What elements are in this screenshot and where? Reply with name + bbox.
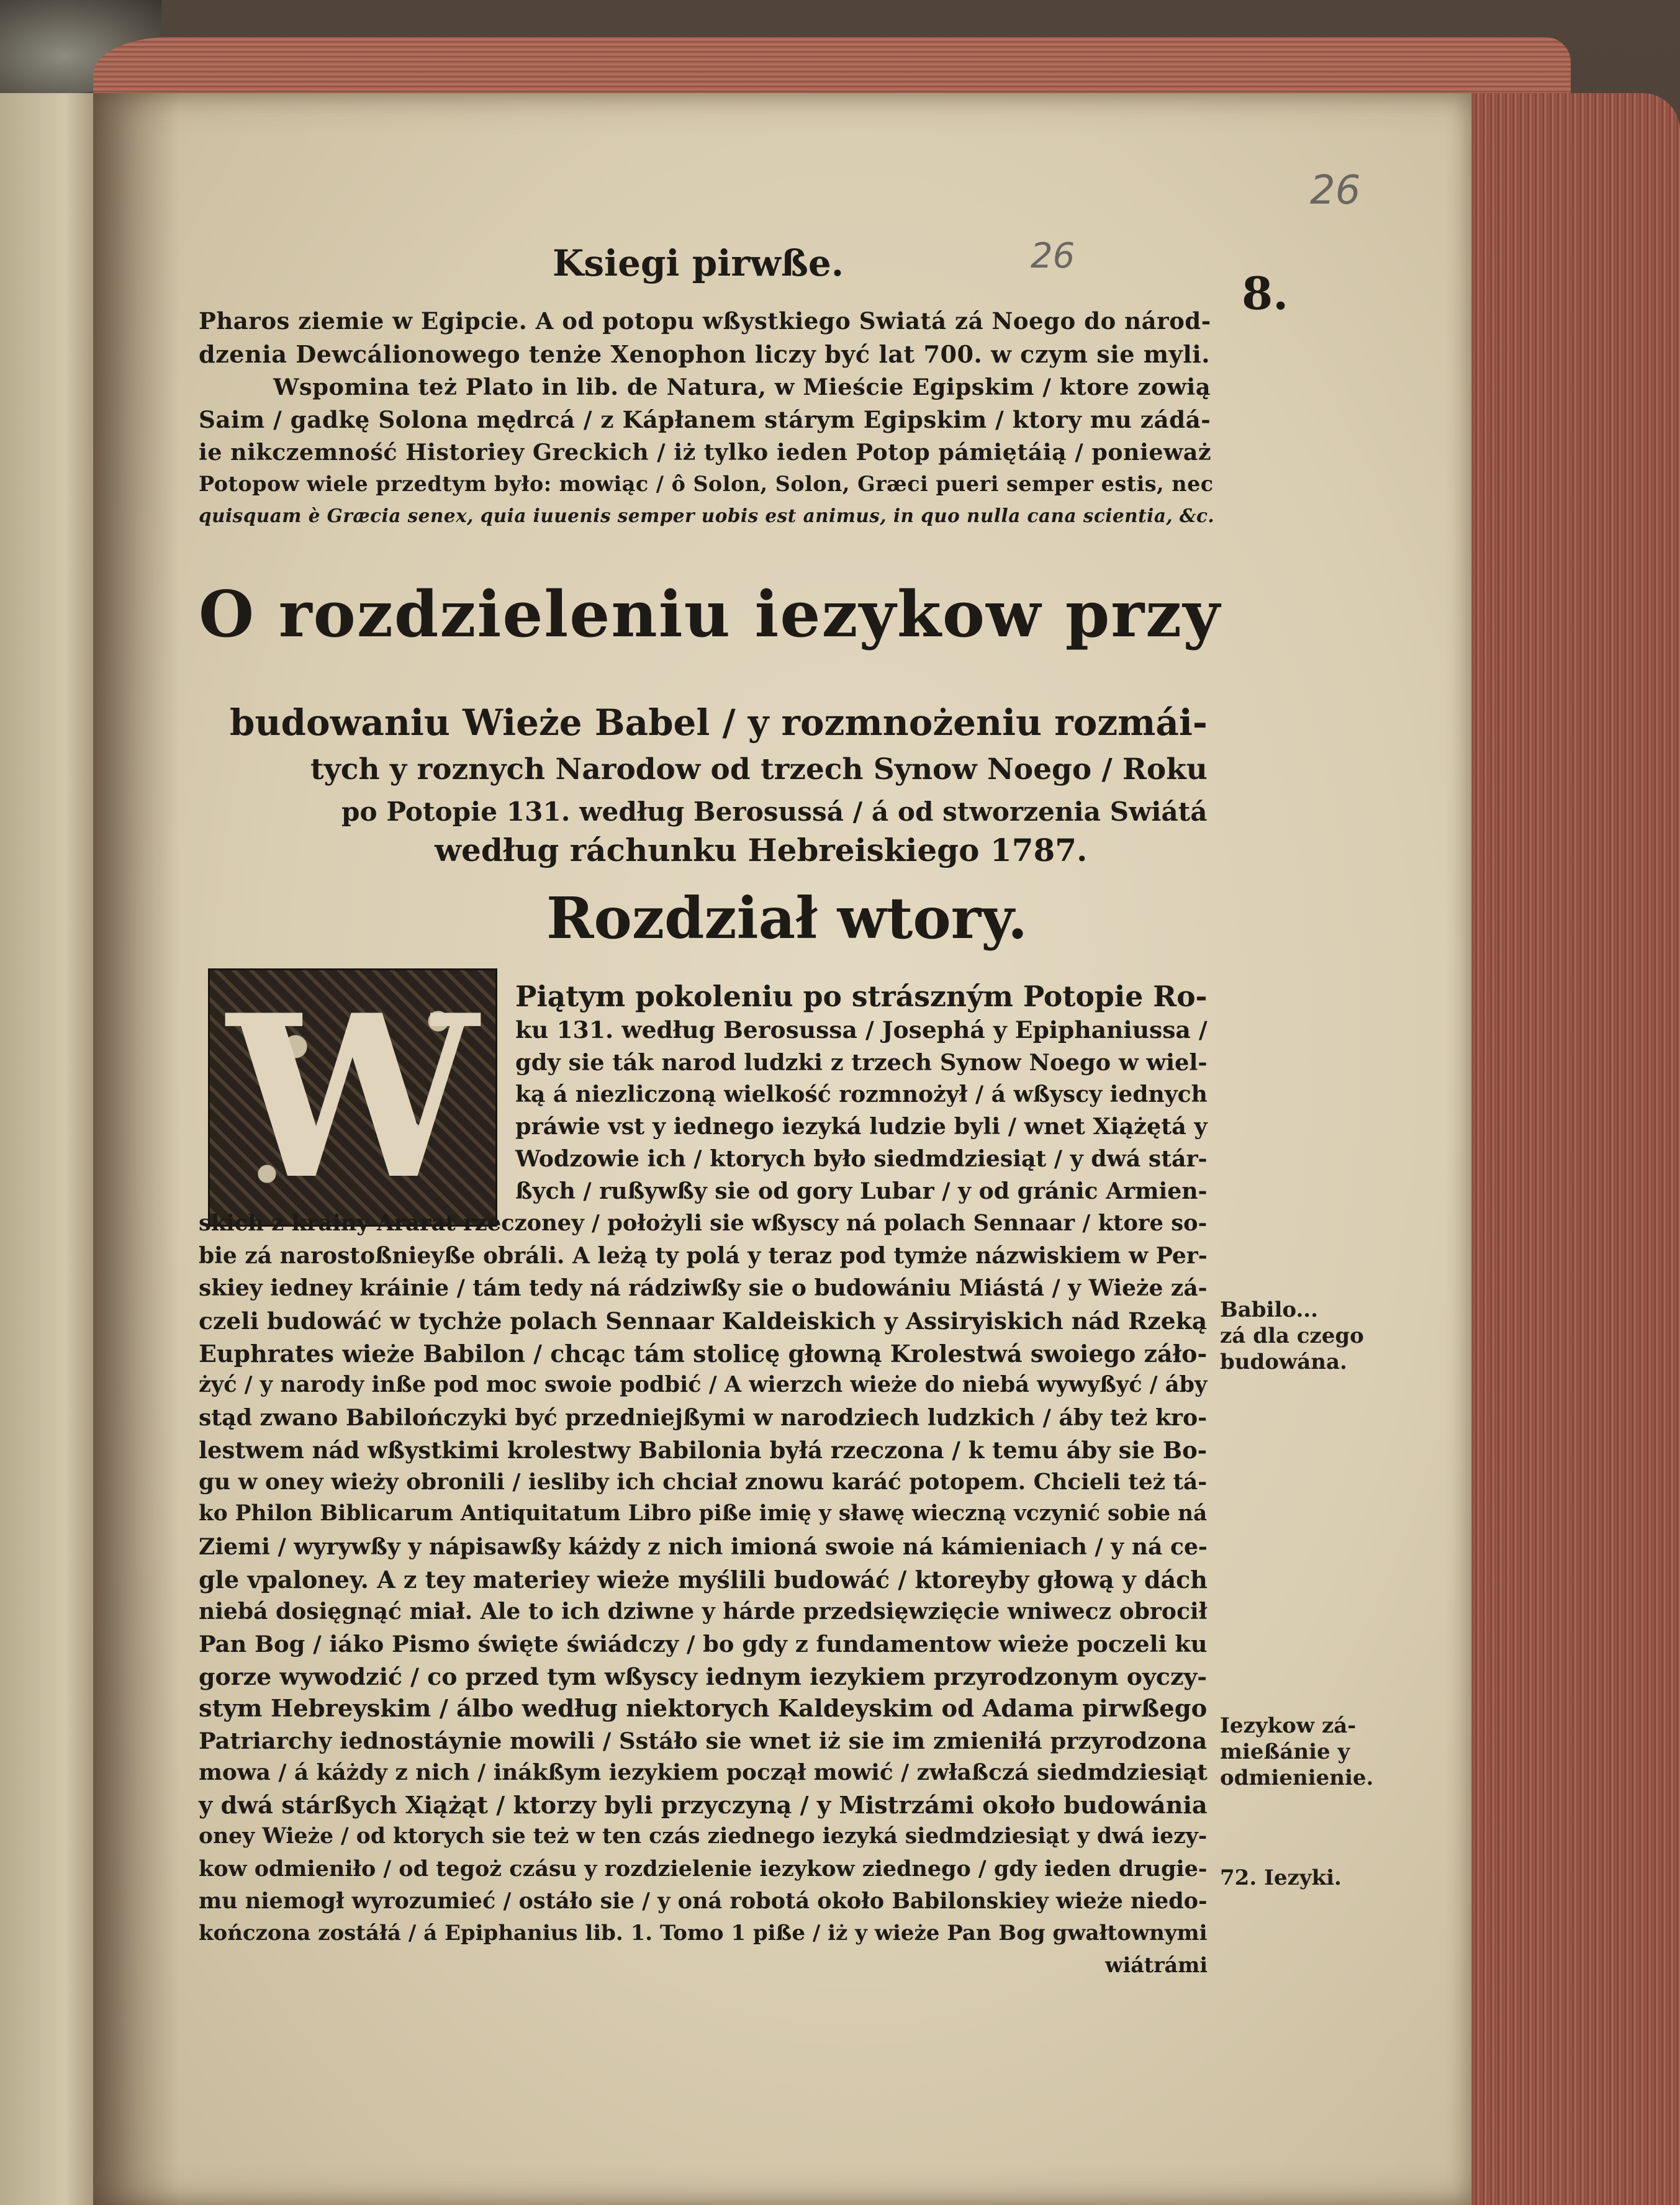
intro-line: ie nikczemność Historiey Greckich / iż tylko ieden Potop pámiętáią / ponieważ [199, 439, 1212, 466]
chapter-title-line: budowaniu Wieże Babel / y rozmnożeniu rozmái- [230, 701, 1208, 744]
body-line: czeli budowáć w tychże polach Sennaar Kaldeiskich y Assiryiskich nád Rzeką [199, 1307, 1208, 1335]
marginal-line: odmienienie. [1220, 1765, 1374, 1790]
body-line: stąd zwano Babilończyki być przedniejßymi w narodziech ludzkich / áby też kro- [199, 1404, 1208, 1431]
body-line: ką á niezliczoną wielkość rozmnożył / á wßyscy iednych [515, 1081, 1208, 1107]
body-line: Piątym pokoleniu po strászným Potopie Ro- [515, 980, 1208, 1013]
marginal-line: 72. Iezyki. [1220, 1865, 1342, 1890]
page-number: 8. [1242, 267, 1289, 320]
intro-line: quisquam è Græcia senex, quia iuuenis semper uobis est animus, in quo nulla cana scientia, &c. [199, 505, 1215, 526]
facing-page-edge [0, 93, 93, 2205]
chapter-title-line: tych y roznych Narodow od trzech Synow Noego / Roku [310, 752, 1208, 787]
chapter-heading: Rozdział wtory. [546, 885, 1028, 952]
pencil-number: 26 [1031, 236, 1075, 276]
body-line: ßych / rußywßy sie od gory Lubar / y od gránic Armien- [515, 1178, 1208, 1204]
body-line: lestwem nád wßystkimi krolestwy Babilonia byłá rzeczona / k temu áby sie Bo- [199, 1436, 1208, 1464]
body-line: bie zá narostoßnieyße obráli. A leżą ty polá y teraz pod tymże názwiskiem w Per- [199, 1243, 1208, 1269]
decorated-initial: W [208, 968, 497, 1227]
body-line: práwie vst y iednego iezyká ludzie byli / wnet Xiążętá y [515, 1113, 1208, 1140]
body-line: Euphrates wieże Babilon / chcąc tám stolicę głowną Krolestwá swoiego záło- [199, 1340, 1208, 1368]
marginal-line: Iezykow zá- [1220, 1713, 1357, 1738]
marginal-line: budowána. [1220, 1350, 1347, 1374]
body-line: y dwá stárßych Xiążąt / ktorzy byli przyczyną / y Mistrzámi około budowánia [199, 1792, 1208, 1819]
body-line: skiey iedney kráinie / tám tedy ná rádziwßy sie o budowániu Miástá / y Wieże zá- [199, 1275, 1208, 1301]
body-line: gu w oney wieży obronili / iesliby ich chciał znowu karáć potopem. Chcieli też tá- [199, 1469, 1208, 1495]
body-line: Pan Bog / iáko Pismo święte świádczy / bo gdy z fundamentow wieże poczeli ku [199, 1630, 1208, 1657]
body-line: stym Hebreyskim / álbo według niektorych Kaldeyskim od Adama pirwßego [199, 1695, 1208, 1723]
intro-line: dzenia Dewcálionowego tenże Xenophon liczy być lat 700. w czym sie myli. [199, 340, 1211, 368]
catchword: wiátrámi [1105, 1953, 1208, 1977]
body-line: gdy sie ták narod ludzki z trzech Synow Noego w wiel- [515, 1048, 1208, 1076]
body-line: Wodzowie ich / ktorych było siedmdziesiąt / y dwá stár- [515, 1145, 1208, 1172]
chapter-title-line: według ráchunku Hebreiskiego 1787. [435, 832, 1088, 868]
intro-line: Pharos ziemie w Egipcie. A od potopu wßystkiego Swiatá zá Noego do národ- [199, 307, 1211, 335]
marginal-line: zá dla czego [1220, 1323, 1364, 1348]
body-line: ku 131. według Berosussa / Josephá y Epiphaniussa / [515, 1016, 1208, 1044]
marginal-line: mießánie y [1220, 1739, 1350, 1764]
running-head: Ksiegi pirwße. [553, 242, 844, 284]
intro-line: Potopow wiele przedtym było: mowiąc / ô Solon, Solon, Græci pueri semper estis, nec [199, 472, 1214, 496]
chapter-title-line: po Potopie 131. według Berosussá / á od stworzenia Swiátá [341, 796, 1208, 827]
body-line: skich z krainy Ararat rzeczoney / położyli sie wßyscy ná polach Sennaar / ktore so- [199, 1211, 1208, 1236]
intro-line: Saim / gadkę Solona mędrcá / z Kápłanem stárym Egipskim / ktory mu zádá- [199, 406, 1211, 433]
marginal-line: Babilo... [1220, 1297, 1318, 1322]
body-line: gorze wywodzić / co przed tym wßyscy iednym iezykiem przyrodzonym oyczy- [199, 1662, 1208, 1690]
body-line: niebá dosięgnąć miał. Ale to ich dziwne y hárde przedsięwzięcie wniwecz obrocił [199, 1598, 1208, 1625]
body-line: kończona zostáłá / á Epiphanius lib. 1. Tomo 1 piße / iż y wieże Pan Bog gwałtownymi [199, 1921, 1208, 1946]
body-line: gle vpaloney. A z tey materiey wieże myślili budowáć / ktoreyby głową y dách [199, 1566, 1208, 1594]
pencil-folio-number: 26 [1310, 168, 1361, 214]
body-line: żyć / y narody inße pod moc swoie podbić / A wierzch wieże do niebá wywyßyć / áby [199, 1372, 1208, 1397]
intro-line: Wspomina też Plato in lib. de Natura, w Mieście Egipskim / ktore zowią [273, 373, 1211, 400]
body-line: Patriarchy iednostáynie mowili / Sstáło sie wnet iż sie im zmieniłá przyrodzona [199, 1727, 1208, 1754]
body-line: oney Wieże / od ktorych sie też w ten czás ziednego iezyká siedmdziesiąt y dwá iezy- [199, 1824, 1208, 1849]
page-block-fore-edge [1465, 93, 1680, 2205]
body-line: kow odmieniło / od tegoż czásu y rozdzielenie iezykow ziednego / gdy ieden drugie- [199, 1856, 1208, 1882]
chapter-title-main: O rozdzieleniu iezykow przy [199, 577, 1221, 652]
body-line: mowa / á káżdy z nich / inákßym iezykiem począł mowić / zwłaßczá siedmdziesiąt [199, 1759, 1208, 1785]
gutter-shadow [93, 93, 180, 2205]
body-line: mu niemogł wyrozumieć / ostáło sie / y oná robotá około Babilonskiey wieże niedo- [199, 1888, 1208, 1914]
body-line: ko Philon Biblicarum Antiquitatum Libro piße imię y sławę wieczną vczynić sobie ná [199, 1501, 1208, 1526]
body-line: Ziemi / wyrywßy y nápisawßy káżdy z nich imioná swoie ná kámieniach / y ná ce- [199, 1533, 1208, 1560]
